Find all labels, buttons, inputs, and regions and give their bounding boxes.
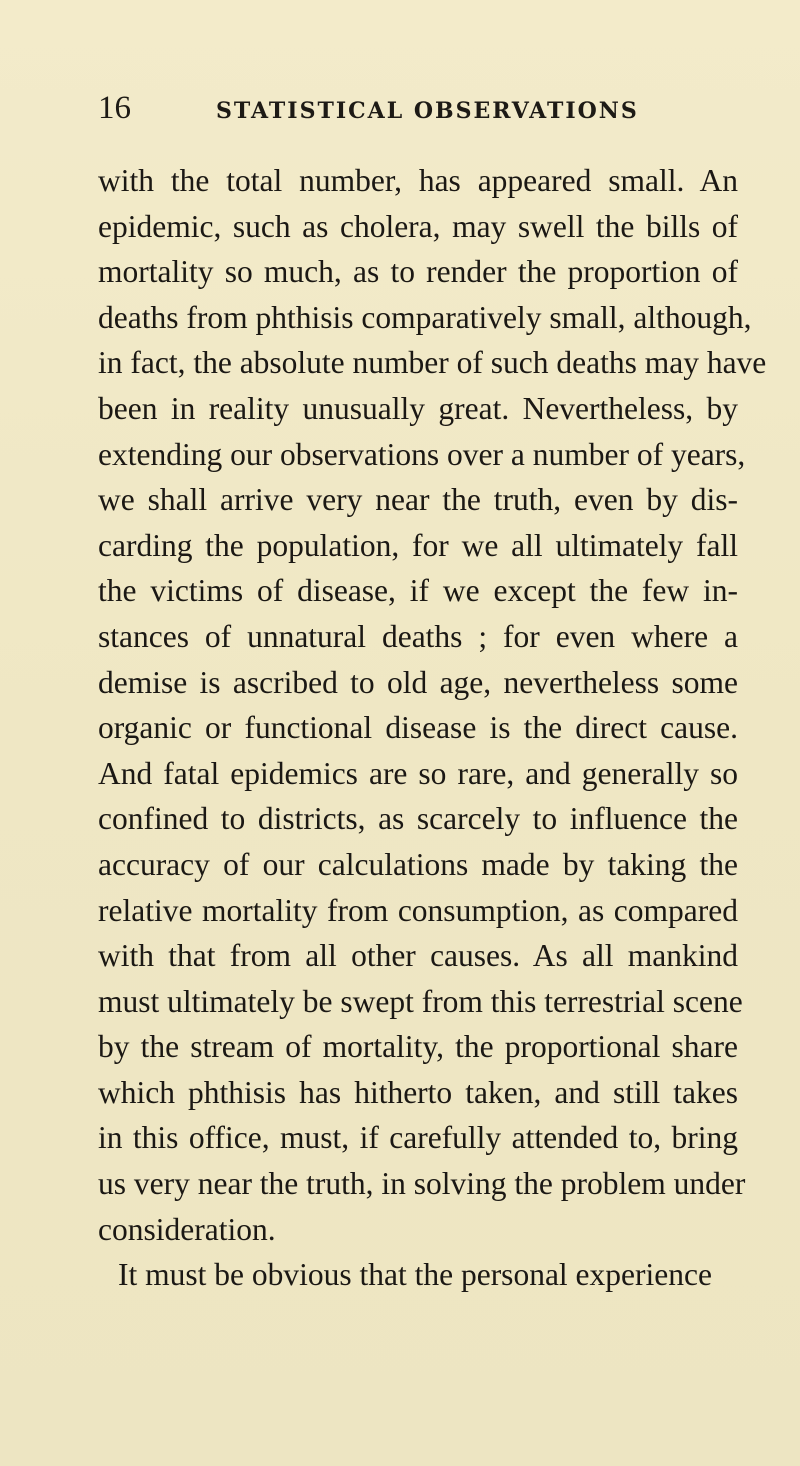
- text-line: must ultimately be swept from this terrestrial scene: [98, 983, 743, 1019]
- text-line: in fact, the absolute number of such deaths may have: [98, 345, 767, 381]
- text-line: confined to districts, as scarcely to influence the: [98, 801, 738, 837]
- text-line: we shall arrive very near the truth, even by dis-: [98, 482, 738, 518]
- text-line: extending our observations over a number of years,: [98, 436, 746, 472]
- text-line: organic or functional disease is the direct cause.: [98, 710, 738, 746]
- text-line: deaths from phthisis comparatively small, although,: [98, 299, 752, 335]
- text-line: with that from all other causes. As all mankind: [98, 938, 738, 974]
- text-line: by the stream of mortality, the proportional share: [98, 1029, 738, 1065]
- text-line: us very near the truth, in solving the problem under: [98, 1166, 746, 1202]
- text-line: consideration.: [98, 1211, 276, 1247]
- text-line: demise is ascribed to old age, nevertheless some: [98, 664, 738, 700]
- text-line: with the total number, has appeared small. An: [98, 163, 738, 198]
- body-text: [98, 158, 767, 1298]
- text-line: epidemic, such as cholera, may swell the bills of: [98, 208, 738, 244]
- text-line: mortality so much, as to render the proportion of: [98, 254, 738, 290]
- text-line: the victims of disease, if we except the few in-: [98, 573, 738, 609]
- text-line: It must be obvious that the personal experience: [118, 1257, 712, 1293]
- text-line: carding the population, for we all ultimately fall: [98, 527, 738, 563]
- text-line: which phthisis has hitherto taken, and still takes: [98, 1074, 738, 1110]
- text-line: been in reality unusually great. Nevertheless, by: [98, 390, 738, 426]
- text-line: accuracy of our calculations made by taking the: [98, 846, 738, 882]
- running-head: STATISTICAL OBSERVATIONS: [216, 98, 639, 124]
- text-line: stances of unnatural deaths ; for even where a: [98, 618, 738, 654]
- text-line: in this office, must, if carefully attended to, bring: [98, 1120, 738, 1156]
- page-header: [98, 92, 738, 136]
- page-number: 16: [98, 90, 131, 126]
- text-line: And fatal epidemics are so rare, and generally so: [98, 755, 738, 791]
- text-line: relative mortality from consumption, as compared: [98, 892, 738, 928]
